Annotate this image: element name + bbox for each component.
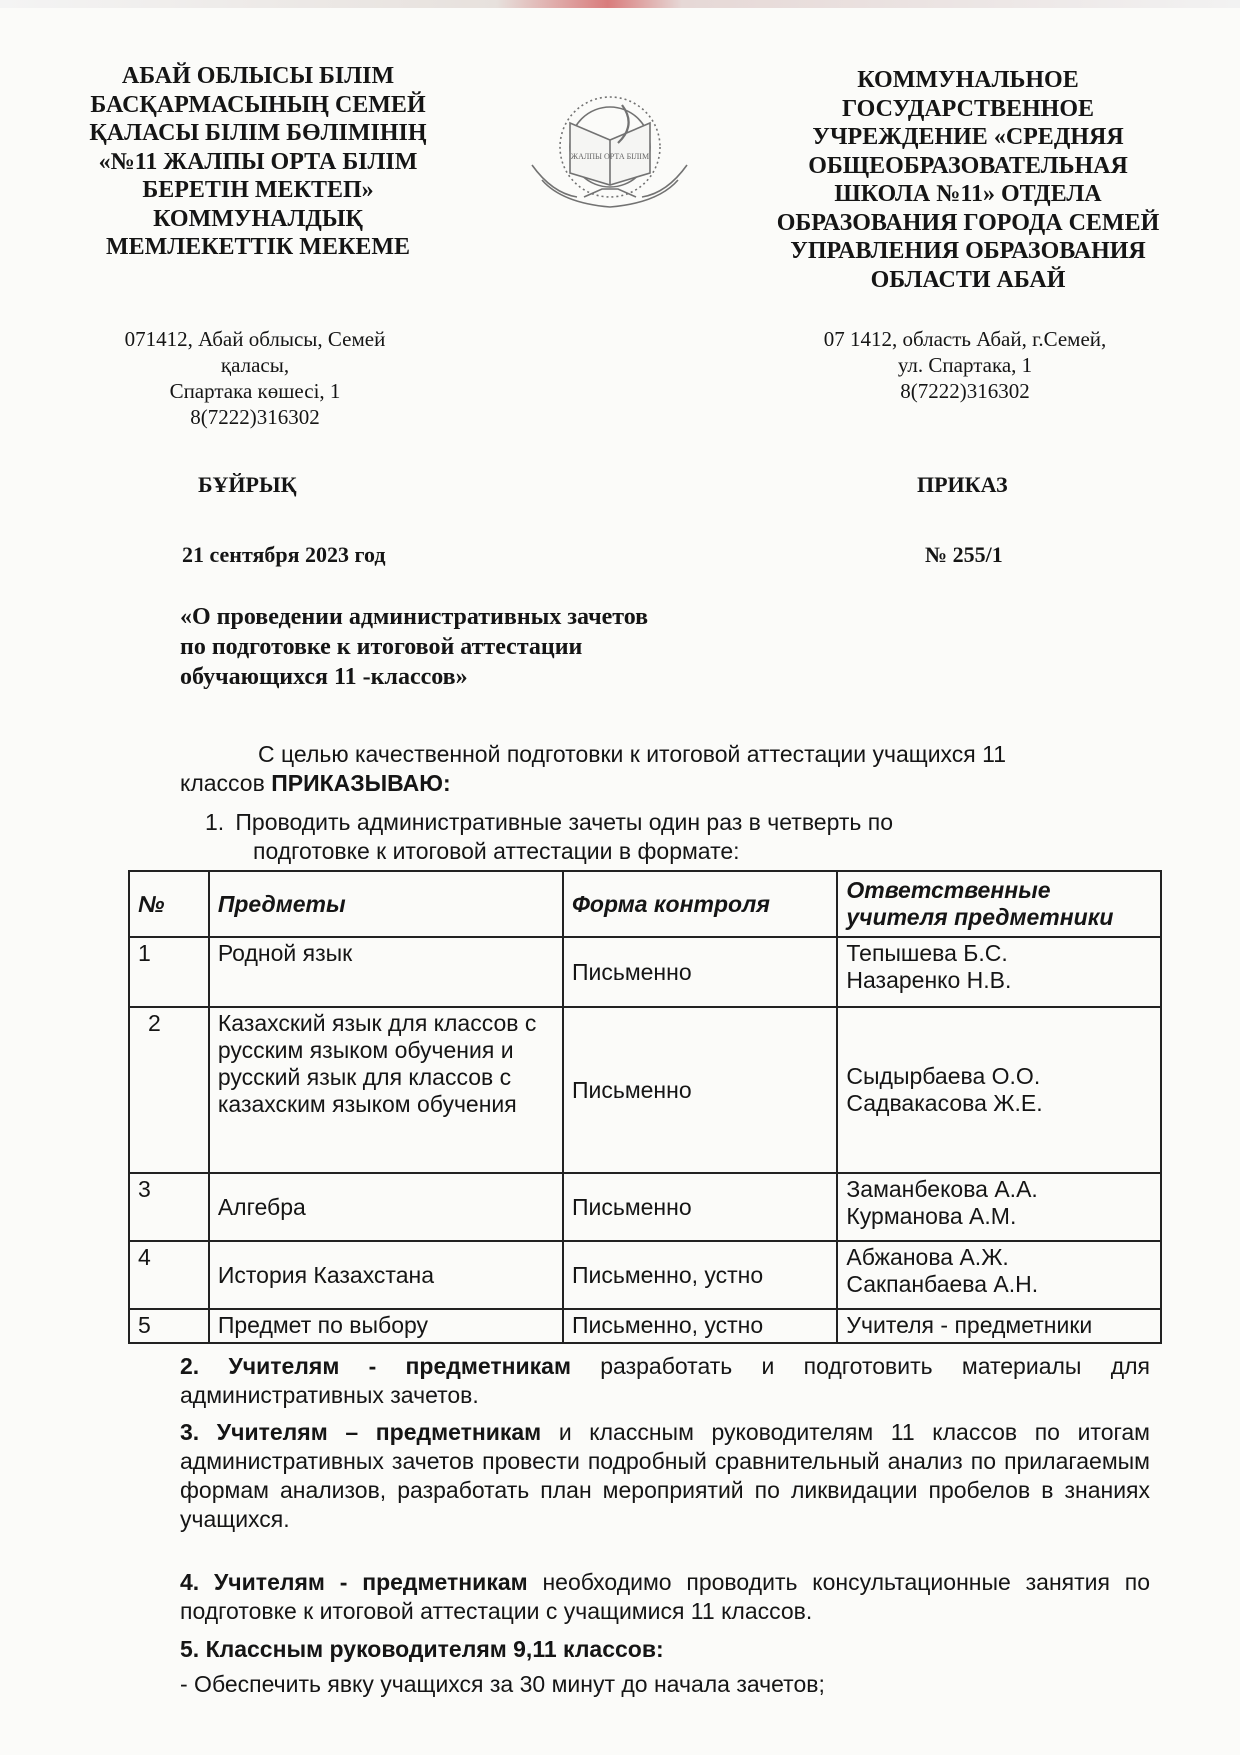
cell-form: Письменно [563, 1173, 837, 1241]
cell-teachers: Учителя - предметники [837, 1309, 1161, 1343]
header-ru-line: ШКОЛА №11» ОТДЕЛА [834, 181, 1102, 207]
cell-teachers [837, 1241, 1161, 1309]
teacher-name: Заманбекова А.А. [846, 1176, 1038, 1202]
table-row [129, 1309, 1161, 1343]
order-number: № 255/1 [925, 542, 1003, 567]
paragraph-5 [180, 1635, 1150, 1664]
subject-line: по подготовке к итоговой аттестации [180, 634, 583, 660]
header-ru-line: ОБЩЕОБРАЗОВАТЕЛЬНАЯ [808, 152, 1128, 179]
teacher-name: Абжанова А.Ж. [846, 1244, 1009, 1270]
paragraph-lead: 2. Учителям - предметникам [180, 1353, 571, 1379]
cell-subject: Алгебра [209, 1173, 563, 1241]
scan-edge [0, 0, 1240, 8]
exam-schedule-table [128, 870, 1162, 1344]
cell-subject: Предмет по выбору [209, 1309, 563, 1343]
address-line: қаласы, [220, 353, 290, 377]
paragraph-text: - Обеспечить явку учащихся за 30 минут до начала зачетов; [180, 1671, 825, 1697]
logo-text: ЖАЛПЫ ОРТА БІЛІМ [570, 152, 650, 161]
teacher-name: Назаренко Н.В. [846, 967, 1012, 993]
header-kz-line: КОММУНАЛДЫҚ [153, 205, 363, 232]
paragraph-6 [180, 1670, 1150, 1699]
teacher-name: Сыдырбаева О.О. [846, 1063, 1041, 1089]
cell-form: Письменно, устно [563, 1241, 837, 1309]
teacher-name: Курманова А.М. [846, 1203, 1017, 1229]
header-kz-line: МЕМЛЕКЕТТІК МЕКЕМЕ [105, 234, 411, 260]
table-row [129, 1007, 1161, 1173]
paragraph-lead: 5. Классным руководителям 9,11 классов: [180, 1636, 664, 1662]
table-row [129, 1241, 1161, 1309]
cell-form: Письменно [563, 937, 837, 1007]
col-header-teachers: Ответственные учителя предметники [837, 871, 1161, 937]
address-kazakh [90, 326, 420, 430]
col-header-form: Форма контроля [563, 871, 837, 937]
cell-teachers [837, 937, 1161, 1007]
cell-subject: История Казахстана [209, 1241, 563, 1309]
header-russian [748, 66, 1188, 294]
order-label-kz: БҰЙРЫҚ [198, 472, 297, 497]
table-row [129, 1173, 1161, 1241]
cell-number: 2 [129, 1007, 209, 1173]
school-emblem-icon [522, 85, 697, 220]
teacher-name: Сакпанбаева А.Н. [846, 1271, 1039, 1297]
header-kazakh [88, 62, 428, 262]
address-line: 071412, Абай облысы, Семей [124, 327, 386, 351]
teacher-name: Садвакасова Ж.Е. [846, 1090, 1043, 1116]
header-ru-line: УЧРЕЖДЕНИЕ «СРЕДНЯЯ [812, 124, 1124, 150]
cell-number: 4 [129, 1241, 209, 1309]
cell-form: Письменно, устно [563, 1309, 837, 1343]
header-ru-line: УПРАВЛЕНИЯ ОБРАЗОВАНИЯ [790, 238, 1146, 264]
header-kz-line: БЕРЕТІН МЕКТЕП» [142, 177, 374, 203]
item-number: 1. [205, 809, 225, 835]
item-1 [205, 808, 1105, 866]
intro-paragraph [180, 740, 1150, 798]
cell-number: 5 [129, 1309, 209, 1343]
header-ru-line: КОММУНАЛЬНОЕ [857, 67, 1079, 93]
cell-subject: Казахский язык для классов с русским языком обучения и русский язык для классов с казахским языком обучения [209, 1007, 563, 1173]
header-kz-line: «№11 ЖАЛПЫ ОРТА БІЛІМ [98, 148, 418, 175]
paragraph-lead: 4. Учителям - предметникам [180, 1569, 528, 1595]
phone-number: 8(7222)316302 [900, 379, 1030, 403]
address-line: Спартака көшесі, 1 [169, 379, 341, 403]
intro-line: классов [180, 770, 272, 796]
header-ru-line: ГОСУДАРСТВЕННОЕ [842, 95, 1094, 122]
subject-line: обучающихся 11 -классов» [180, 664, 468, 690]
item-text: подготовке к итоговой аттестации в формате: [253, 838, 740, 864]
order-date: 21 сентября 2023 год [182, 542, 386, 567]
header-ru-line: ОБРАЗОВАНИЯ ГОРОДА СЕМЕЙ [776, 209, 1160, 236]
col-header-number: № [129, 871, 209, 937]
header-kz-line: БАСҚАРМАСЫНЫҢ СЕМЕЙ [90, 91, 426, 118]
paragraph-2 [180, 1352, 1150, 1410]
subject-line: «О проведении административных зачетов [180, 604, 649, 630]
intro-line: С целью качественной подготовки к итоговой аттестации учащихся 11 [258, 741, 1007, 767]
paragraph-3 [180, 1418, 1150, 1534]
phone-number: 8(7222)316302 [190, 405, 320, 429]
order-subject [180, 602, 800, 692]
cell-teachers [837, 1173, 1161, 1241]
table-header-row [129, 871, 1161, 937]
order-command: ПРИКАЗЫВАЮ: [271, 770, 451, 796]
cell-form: Письменно [563, 1007, 837, 1173]
table-row [129, 937, 1161, 1007]
cell-number: 3 [129, 1173, 209, 1241]
order-label-ru: ПРИКАЗ [917, 472, 1008, 497]
header-kz-line: ҚАЛАСЫ БІЛІМ БӨЛІМІНІҢ [89, 120, 427, 146]
col-header-subject: Предметы [209, 871, 563, 937]
cell-subject: Родной язык [209, 937, 563, 1007]
header-kz-line: АБАЙ ОБЛЫСЫ БІЛІМ [121, 63, 395, 89]
paragraph-text: разработать и подготовить материалы для административных зачетов. [180, 1353, 1151, 1408]
address-line: 07 1412, область Абай, г.Семей, [823, 327, 1107, 351]
cell-teachers [837, 1007, 1161, 1173]
paragraph-text: и классным руководителям 11 классов по итогам административных зачетов провести подробный сравнительный анализ по прилагаемым формам анализов, разработать план мероприятий по ликвидации пробелов в знаниях учащихся. [180, 1419, 1150, 1532]
address-russian [780, 326, 1150, 404]
header-ru-line: ОБЛАСТИ АБАЙ [870, 266, 1066, 293]
cell-number: 1 [129, 937, 209, 1007]
paragraph-4 [180, 1568, 1150, 1626]
address-line: ул. Спартака, 1 [897, 353, 1033, 377]
item-text: Проводить административные зачеты один раз в четверть по [235, 809, 894, 835]
paragraph-lead: 3. Учителям – предметникам [180, 1419, 542, 1445]
teacher-name: Тепышева Б.С. [846, 940, 1008, 966]
paragraph-text: необходимо проводить консультационные занятия по подготовке к итоговой аттестации с учащимися 11 классов. [180, 1569, 1151, 1624]
